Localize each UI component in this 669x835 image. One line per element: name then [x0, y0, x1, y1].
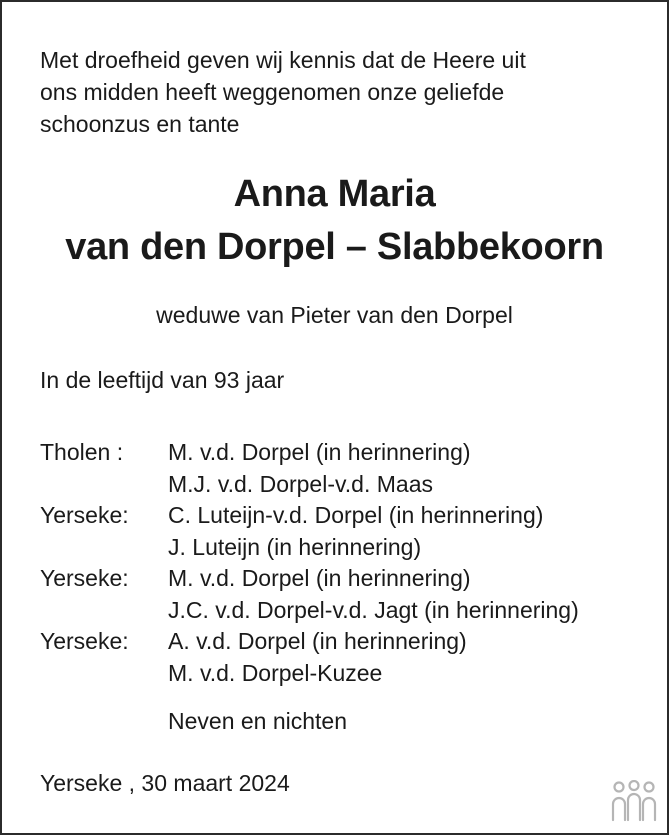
- family-place: Tholen :: [40, 439, 124, 465]
- family-name: J.C. v.d. Dorpel-v.d. Jagt (in herinnering): [168, 596, 579, 623]
- widow-of-text: weduwe van Pieter van den Dorpel: [156, 302, 513, 328]
- intro-line: Met droefheid geven wij kennis dat de Heere uit: [40, 47, 526, 73]
- person-body-left: [613, 798, 625, 820]
- family-name: C. Luteijn-v.d. Dorpel (in herinnering): [168, 502, 544, 528]
- family-place: Yerseke:: [40, 628, 129, 654]
- family-place: [40, 532, 168, 564]
- family-row: [40, 563, 640, 595]
- person-body-middle: [628, 794, 640, 820]
- family-name: M. v.d. Dorpel (in herinnering): [168, 565, 471, 591]
- intro-text: [40, 44, 630, 140]
- person-head-middle: [630, 781, 639, 790]
- deceased-surname: van den Dorpel – Slabbekoorn: [65, 226, 604, 268]
- family-place: [40, 658, 168, 690]
- place-and-date: Yerseke , 30 maart 2024: [40, 770, 290, 796]
- family-name: M.J. v.d. Dorpel-v.d. Maas: [168, 470, 433, 497]
- family-name: J. Luteijn (in herinnering): [168, 533, 422, 560]
- family-row: [40, 469, 640, 501]
- family-list: [40, 437, 640, 689]
- intro-line: ons midden heeft weggenomen onze geliefde: [40, 79, 505, 105]
- person-head-right: [645, 783, 654, 792]
- person-body-right: [643, 798, 655, 820]
- family-place: Yerseke:: [40, 565, 129, 591]
- family-place: [40, 595, 168, 627]
- family-place: [40, 469, 168, 501]
- deceased-first-names: Anna Maria: [233, 173, 436, 215]
- family-row: [40, 437, 640, 469]
- family-row: [40, 532, 640, 564]
- intro-line: schoonzus en tante: [40, 111, 240, 137]
- age-text: In de leeftijd van 93 jaar: [40, 367, 285, 393]
- family-row: [40, 658, 640, 690]
- family-name: M. v.d. Dorpel-Kuzee: [168, 659, 383, 686]
- family-name: A. v.d. Dorpel (in herinnering): [168, 628, 467, 654]
- person-head-left: [615, 783, 624, 792]
- family-row: [40, 500, 640, 532]
- family-row: [40, 626, 640, 658]
- neven-en-nichten: Neven en nichten: [168, 708, 348, 734]
- family-place: Yerseke:: [40, 502, 129, 528]
- family-name: M. v.d. Dorpel (in herinnering): [168, 439, 471, 465]
- people-group-icon: [610, 780, 658, 822]
- family-row: [40, 595, 640, 627]
